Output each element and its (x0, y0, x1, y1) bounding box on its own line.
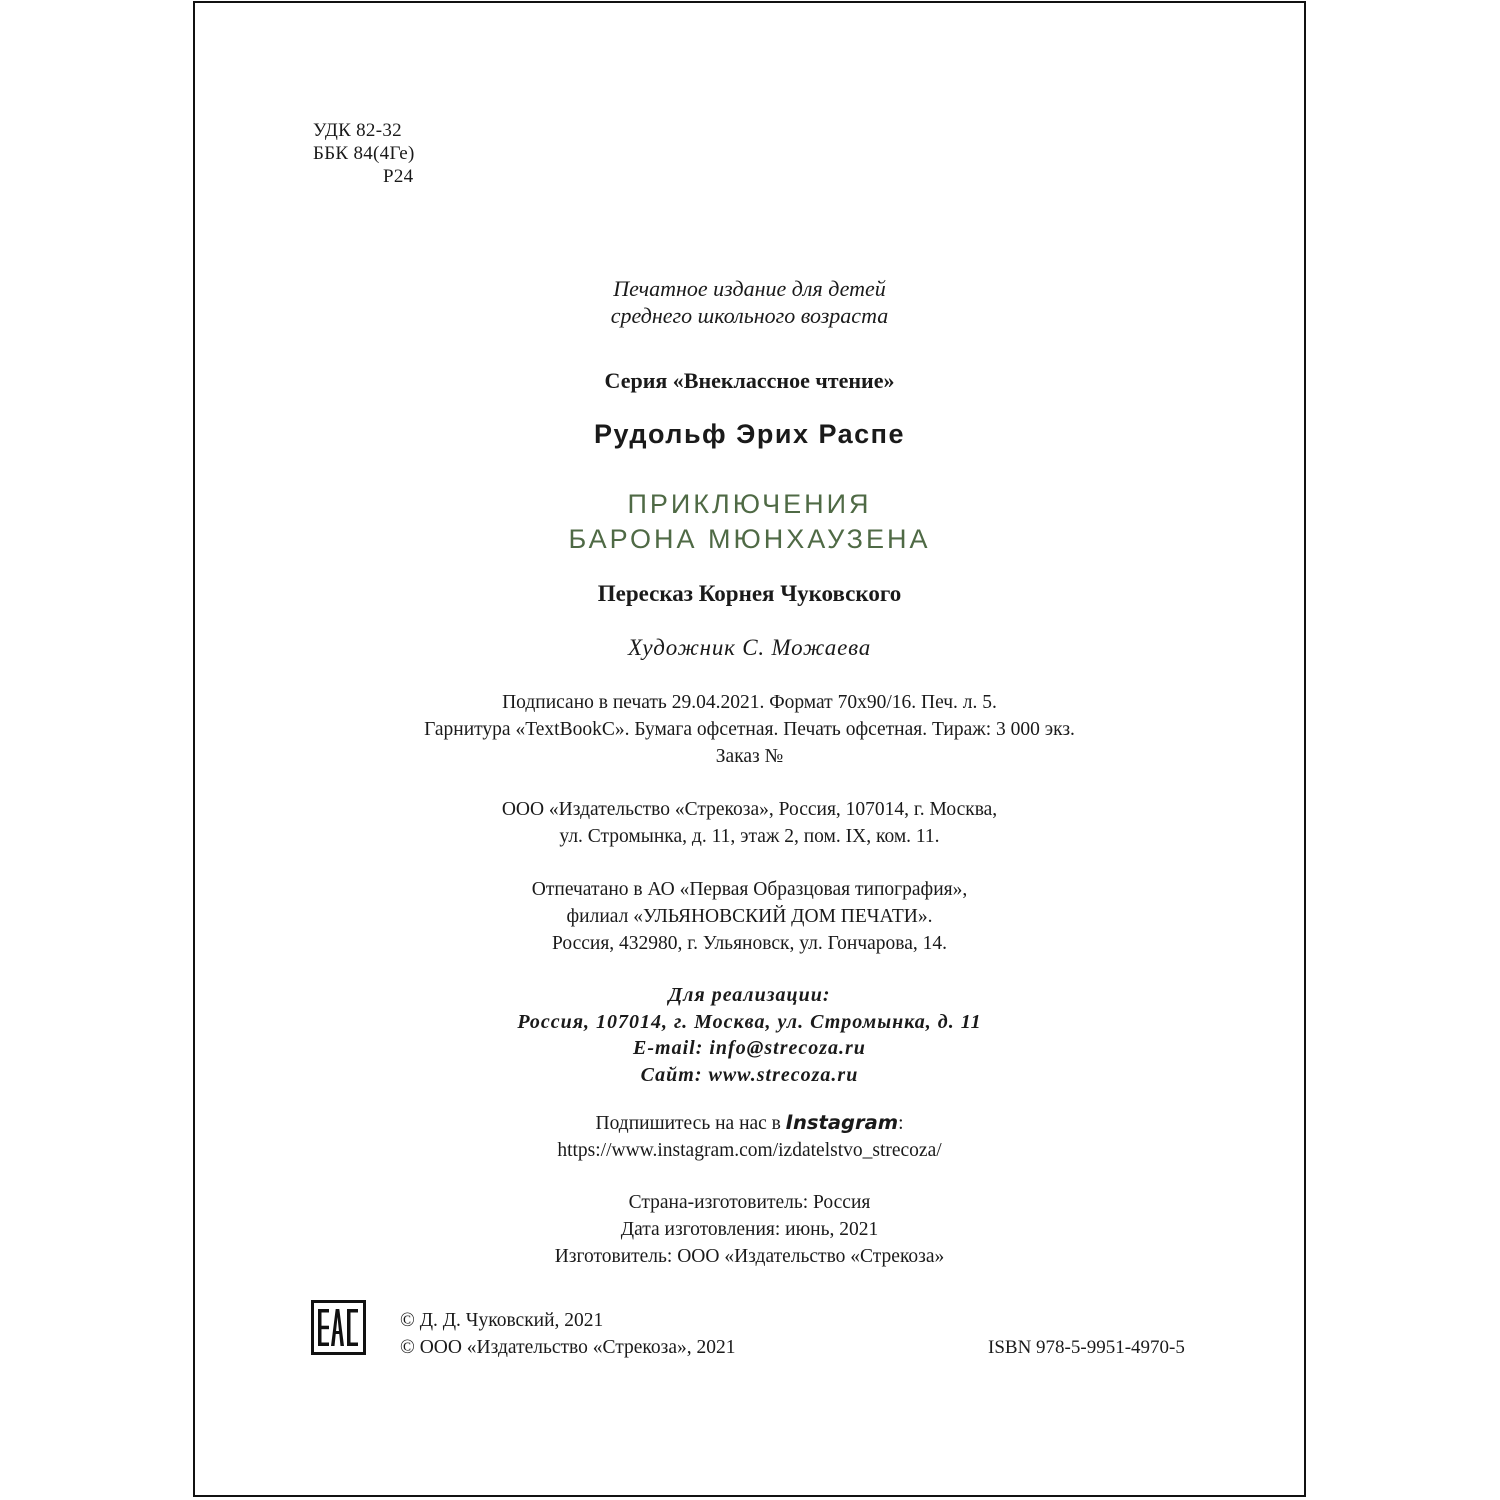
book-title (195, 487, 1304, 557)
instagram-brand: Instagram (785, 1111, 899, 1134)
print-info-line-2: Гарнитура «TextBookC». Бумага офсетная. Печать офсетная. Тираж: 3 000 экз. (424, 719, 1075, 740)
publisher-address-line-1: ООО «Издательство «Стрекоза», Россия, 107014, г. Москва, (501, 799, 998, 820)
sales-address: Россия, 107014, г. Москва, ул. Стромынка, д. 11 (517, 1010, 982, 1033)
social-prefix: Подпишитесь на нас в (595, 1113, 786, 1134)
illustrator: Художник С. Можаева (627, 635, 872, 660)
social-suffix: : (898, 1113, 904, 1134)
instagram-url[interactable]: https://www.instagram.com/izdatelstvo_strecoza/ (557, 1140, 942, 1161)
book-title-line-1: ПРИКЛЮЧЕНИЯ (627, 489, 872, 519)
udk-code: УДК 82-32 (313, 120, 402, 141)
classification-codes (313, 119, 415, 188)
audience-line-1: Печатное издание для детей (613, 276, 886, 301)
sales-site[interactable]: Сайт: www.strecoza.ru (640, 1063, 859, 1086)
printer-line-2: филиал «УЛЬЯНОВСКИЙ ДОМ ПЕЧАТИ». (566, 906, 933, 927)
publisher-address-line-2: ул. Стромынка, д. 11, этаж 2, пом. IX, ком. 11. (559, 826, 940, 847)
sales-info (195, 982, 1304, 1088)
book-title-line-2: БАРОНА МЮНХАУЗЕНА (568, 524, 931, 554)
sales-email[interactable]: E-mail: info@strecoza.ru (633, 1037, 866, 1059)
printer-line-3: Россия, 432980, г. Ульяновск, ул. Гончарова, 14. (551, 933, 948, 954)
isbn: ISBN 978-5-9951-4970-5 (988, 1337, 1185, 1358)
copyrights (400, 1307, 736, 1361)
author-name: Рудольф Эрих Распе (593, 419, 905, 449)
copyright-publisher: © ООО «Издательство «Стрекоза», 2021 (400, 1337, 736, 1358)
printer-info (195, 876, 1304, 957)
sales-heading: Для реализации: (668, 984, 831, 1006)
bbk-code: ББК 84(4Ге) (313, 143, 415, 164)
publisher-address (195, 796, 1304, 850)
eac-glyph-icon (315, 1304, 362, 1351)
author-mark: Р24 (383, 166, 414, 187)
retold-by: Пересказ Корнея Чуковского (597, 581, 902, 606)
print-info (195, 689, 1304, 770)
social-line (195, 1109, 1304, 1137)
manufacturer-date: Дата изготовления: июнь, 2021 (620, 1219, 879, 1240)
audience-note (195, 275, 1304, 329)
copyright-author: © Д. Д. Чуковский, 2021 (400, 1310, 604, 1331)
manufacturer-info (195, 1189, 1304, 1270)
printer-line-1: Отпечатано в АО «Первая Образцовая типография», (531, 879, 968, 900)
social-follow (195, 1109, 1304, 1164)
audience-line-2: среднего школьного возраста (610, 303, 889, 328)
manufacturer-maker: Изготовитель: ООО «Издательство «Стрекоза» (554, 1246, 945, 1267)
eac-conformity-mark-icon (311, 1300, 366, 1355)
series-name: Серия «Внеклассное чтение» (604, 368, 895, 393)
manufacturer-country: Страна-изготовитель: Россия (628, 1192, 871, 1213)
imprint-page (193, 1, 1306, 1497)
print-info-line-3: Заказ № (715, 746, 784, 767)
print-info-line-1: Подписано в печать 29.04.2021. Формат 70х90/16. Печ. л. 5. (502, 692, 997, 713)
